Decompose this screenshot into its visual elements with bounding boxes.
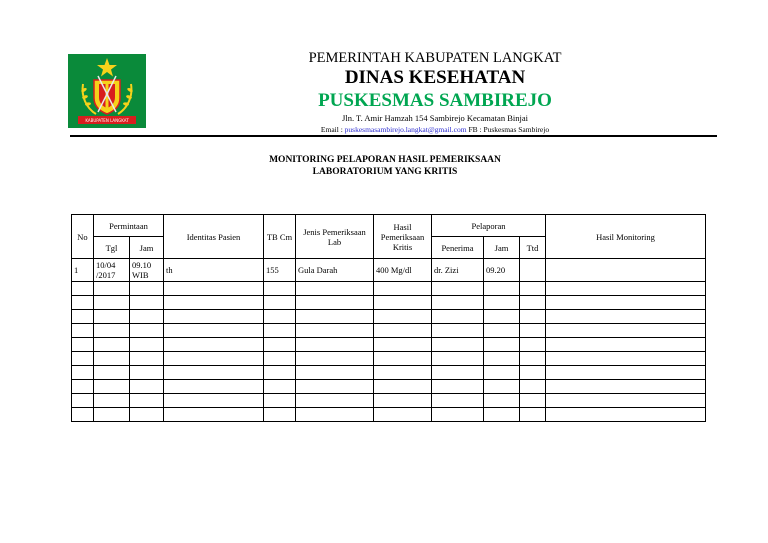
table-row [72, 394, 706, 408]
address: Jln. T. Amir Hamzah 154 Sambirejo Kecamatan Binjai [342, 113, 528, 123]
title-line-1: MONITORING PELAPORAN HASIL PEMERIKSAAN [269, 155, 501, 165]
empty-cell [130, 366, 164, 380]
empty-cell [296, 338, 374, 352]
empty-cell [374, 310, 432, 324]
empty-cell [296, 352, 374, 366]
empty-cell [264, 366, 296, 380]
empty-cell [94, 296, 130, 310]
empty-cell [374, 282, 432, 296]
empty-cell [520, 366, 546, 380]
letterhead [270, 50, 600, 135]
empty-cell [432, 352, 484, 366]
empty-cell [264, 324, 296, 338]
empty-cell [296, 366, 374, 380]
empty-cell [484, 366, 520, 380]
empty-cell [72, 338, 94, 352]
empty-cell [94, 352, 130, 366]
empty-cell [374, 366, 432, 380]
empty-cell [484, 296, 520, 310]
empty-cell [546, 324, 706, 338]
empty-cell [484, 338, 520, 352]
empty-cell [374, 324, 432, 338]
empty-cell [484, 352, 520, 366]
empty-cell [94, 380, 130, 394]
empty-cell [432, 310, 484, 324]
table-row [72, 338, 706, 352]
table-row [72, 296, 706, 310]
col-monitoring: Hasil Monitoring [546, 215, 706, 259]
document-title [200, 154, 570, 178]
empty-cell [296, 296, 374, 310]
empty-cell [72, 282, 94, 296]
empty-cell [164, 296, 264, 310]
empty-cell [374, 394, 432, 408]
empty-cell [374, 296, 432, 310]
col-tgl: Tgl [94, 237, 130, 259]
empty-cell [296, 380, 374, 394]
cell-no: 1 [72, 259, 94, 282]
empty-cell [484, 282, 520, 296]
empty-cell [546, 366, 706, 380]
col-jenis: Jenis Pemeriksaan Lab [296, 215, 374, 259]
empty-cell [94, 366, 130, 380]
empty-cell [72, 366, 94, 380]
empty-cell [130, 296, 164, 310]
col-no: No [72, 215, 94, 259]
empty-cell [432, 408, 484, 422]
empty-cell [520, 352, 546, 366]
svg-text:KABUPATEN LANGKAT: KABUPATEN LANGKAT [85, 118, 129, 123]
empty-cell [520, 408, 546, 422]
email-label: Email : [320, 125, 345, 134]
empty-cell [94, 338, 130, 352]
table-row [72, 352, 706, 366]
cell-tgl: 10/04 /2017 [94, 259, 130, 282]
puskesmas-name: PUSKESMAS SAMBIREJO [318, 90, 552, 111]
monitoring-table [71, 214, 706, 422]
col-penerima: Penerima [432, 237, 484, 259]
empty-cell [546, 310, 706, 324]
col-jam-pelaporan: Jam [484, 237, 520, 259]
col-identitas: Identitas Pasien [164, 215, 264, 259]
empty-cell [520, 380, 546, 394]
contact-line [270, 124, 600, 135]
cell-jenis: Gula Darah [296, 259, 374, 282]
empty-cell [264, 352, 296, 366]
table-row [72, 259, 706, 282]
empty-cell [164, 282, 264, 296]
table-row [72, 324, 706, 338]
empty-cell [546, 394, 706, 408]
cell-jam-pelaporan: 09.20 [484, 259, 520, 282]
empty-cell [484, 380, 520, 394]
header-divider [70, 135, 717, 137]
col-jam: Jam [130, 237, 164, 259]
title-line-2: LABORATORIUM YANG KRITIS [312, 167, 458, 177]
empty-cell [520, 310, 546, 324]
empty-cell [164, 324, 264, 338]
email-link[interactable]: puskesmasambirejo.langkat@gmail.com [344, 125, 467, 134]
empty-cell [546, 296, 706, 310]
empty-cell [264, 380, 296, 394]
empty-cell [72, 324, 94, 338]
empty-cell [130, 380, 164, 394]
empty-cell [72, 352, 94, 366]
empty-cell [130, 310, 164, 324]
col-pelaporan: Pelaporan [432, 215, 546, 237]
empty-cell [296, 394, 374, 408]
empty-cell [264, 310, 296, 324]
empty-cell [432, 394, 484, 408]
empty-cell [164, 380, 264, 394]
empty-cell [130, 394, 164, 408]
empty-cell [94, 408, 130, 422]
col-permintaan: Permintaan [94, 215, 164, 237]
empty-cell [432, 282, 484, 296]
cell-hasil: 400 Mg/dl [374, 259, 432, 282]
empty-cell [520, 282, 546, 296]
empty-cell [94, 282, 130, 296]
empty-cell [374, 338, 432, 352]
empty-cell [374, 352, 432, 366]
col-ttd: Ttd [520, 237, 546, 259]
empty-cell [296, 408, 374, 422]
col-tb-cm: TB Cm [264, 215, 296, 259]
facebook-text: FB : Puskesmas Sambirejo [466, 125, 550, 134]
table-row [72, 408, 706, 422]
table-row [72, 366, 706, 380]
col-hasil: Hasil Pemeriksaan Kritis [374, 215, 432, 259]
empty-cell [164, 338, 264, 352]
empty-cell [520, 394, 546, 408]
empty-cell [164, 394, 264, 408]
empty-cell [484, 324, 520, 338]
empty-cell [546, 282, 706, 296]
empty-cell [432, 296, 484, 310]
empty-cell [264, 408, 296, 422]
empty-cell [296, 282, 374, 296]
empty-cell [546, 408, 706, 422]
empty-cell [374, 408, 432, 422]
cell-penerima: dr. Zizi [432, 259, 484, 282]
empty-cell [72, 380, 94, 394]
empty-cell [520, 296, 546, 310]
cell-jam: 09.10 WIB [130, 259, 164, 282]
empty-cell [94, 324, 130, 338]
empty-cell [432, 324, 484, 338]
empty-cell [432, 366, 484, 380]
table-row [72, 380, 706, 394]
cell-tb: 155 [264, 259, 296, 282]
empty-cell [164, 352, 264, 366]
empty-cell [296, 310, 374, 324]
empty-cell [164, 366, 264, 380]
empty-cell [484, 408, 520, 422]
empty-cell [264, 338, 296, 352]
empty-cell [72, 310, 94, 324]
empty-cell [164, 310, 264, 324]
empty-cell [264, 296, 296, 310]
empty-cell [264, 282, 296, 296]
table-row [72, 310, 706, 324]
empty-cell [264, 394, 296, 408]
empty-cell [130, 408, 164, 422]
empty-cell [72, 408, 94, 422]
government-name: PEMERINTAH KABUPATEN LANGKAT [308, 50, 562, 66]
empty-cell [94, 310, 130, 324]
cell-identitas: th [164, 259, 264, 282]
empty-cell [484, 394, 520, 408]
cell-ttd [520, 259, 546, 282]
empty-cell [432, 338, 484, 352]
empty-cell [94, 394, 130, 408]
empty-cell [72, 394, 94, 408]
empty-cell [296, 324, 374, 338]
empty-cell [484, 310, 520, 324]
empty-cell [72, 296, 94, 310]
table-row [72, 282, 706, 296]
empty-cell [130, 352, 164, 366]
empty-cell [130, 324, 164, 338]
empty-cell [130, 338, 164, 352]
empty-cell [374, 380, 432, 394]
empty-cell [164, 408, 264, 422]
empty-cell [130, 282, 164, 296]
cell-monitoring [546, 259, 706, 282]
empty-cell [546, 352, 706, 366]
kabupaten-langkat-logo [68, 54, 146, 128]
empty-cell [432, 380, 484, 394]
empty-cell [520, 324, 546, 338]
empty-cell [546, 380, 706, 394]
empty-cell [546, 338, 706, 352]
department-name: DINAS KESEHATAN [344, 67, 526, 88]
empty-cell [520, 338, 546, 352]
